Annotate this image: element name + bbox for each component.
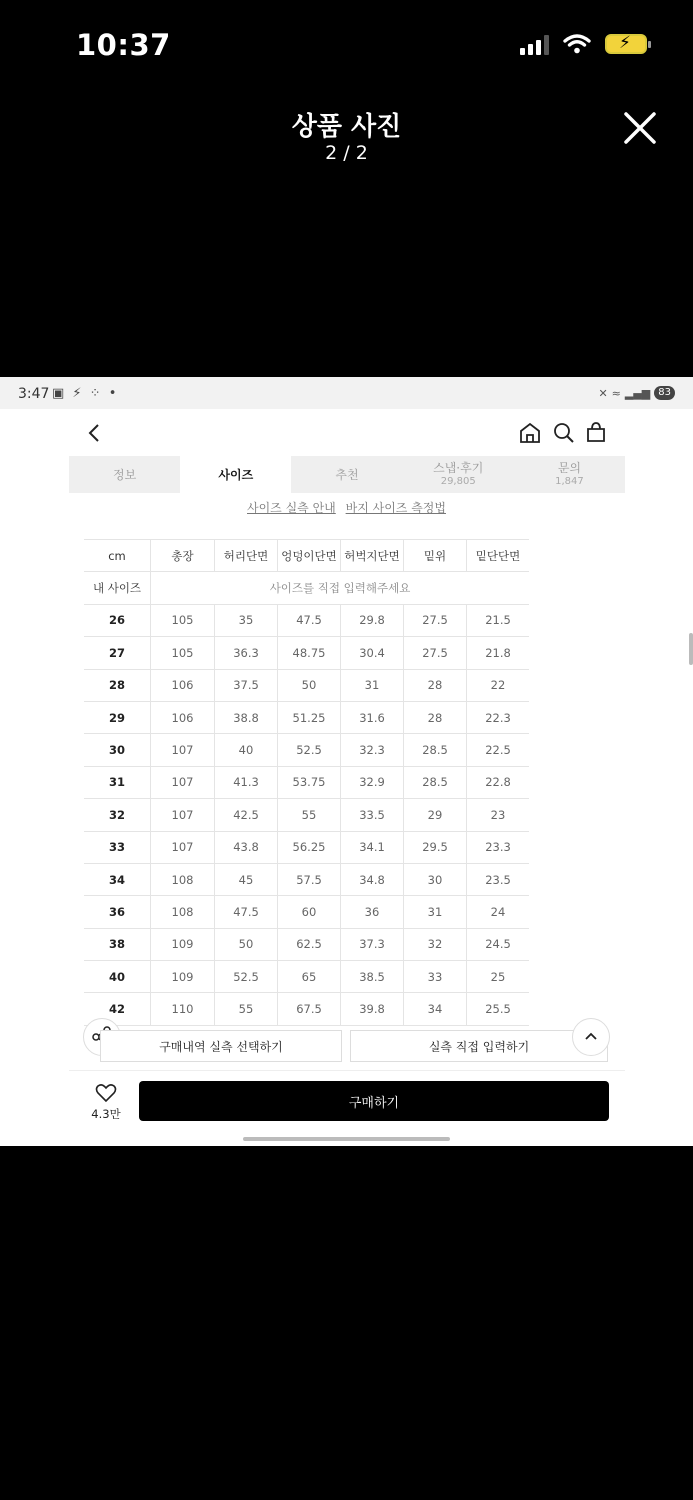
size-row: [84, 993, 529, 1025]
size-label-cell: 40: [84, 961, 151, 993]
size-value-cell: 107: [151, 734, 215, 766]
top-nav-bar: [69, 409, 625, 457]
size-value-cell: 22.5: [467, 734, 530, 766]
size-value-cell: 23: [467, 799, 530, 831]
outer-status-icons: [520, 33, 647, 55]
size-row: [84, 961, 529, 993]
shopping-bag-icon[interactable]: [586, 421, 606, 443]
tab-inquiry[interactable]: [514, 456, 625, 493]
size-value-cell: 34.1: [341, 831, 404, 863]
size-value-cell: 21.5: [467, 604, 530, 636]
size-value-cell: 43.8: [215, 831, 278, 863]
size-value-cell: 36.3: [215, 637, 278, 669]
size-value-cell: 29.5: [404, 831, 467, 863]
size-label-cell: 30: [84, 734, 151, 766]
header-cell: cm: [84, 540, 151, 572]
size-value-cell: 55: [215, 993, 278, 1025]
size-value-cell: 28.5: [404, 734, 467, 766]
size-value-cell: 38.8: [215, 701, 278, 733]
inner-status-icons: [598, 386, 675, 400]
size-value-cell: 31.6: [341, 701, 404, 733]
size-value-cell: 57.5: [278, 863, 341, 895]
size-value-cell: 37.5: [215, 669, 278, 701]
viewer-title: 상품 사진: [291, 112, 402, 142]
tab-label: 문의: [557, 460, 581, 475]
size-label-cell: 26: [84, 604, 151, 636]
size-table: [84, 539, 529, 1026]
size-value-cell: 32.3: [341, 734, 404, 766]
product-tabs: [69, 456, 625, 493]
size-value-cell: 53.75: [278, 766, 341, 798]
size-value-cell: 24: [467, 896, 530, 928]
size-value-cell: 25: [467, 961, 530, 993]
size-value-cell: 48.75: [278, 637, 341, 669]
like-button[interactable]: [88, 1083, 124, 1122]
size-value-cell: 50: [215, 928, 278, 960]
heart-icon: [95, 1083, 117, 1103]
tab-count: 29,805: [440, 475, 476, 487]
product-photo: [0, 377, 693, 1146]
buy-button[interactable]: 구매하기: [139, 1081, 609, 1121]
size-value-cell: 27.5: [404, 637, 467, 669]
home-icon[interactable]: [519, 422, 541, 444]
tab-info[interactable]: [69, 456, 180, 493]
header-cell: 허리단면: [215, 540, 278, 572]
size-row: [84, 604, 529, 636]
size-value-cell: 30: [404, 863, 467, 895]
size-row: [84, 831, 529, 863]
outer-status-time: 10:37: [76, 28, 171, 62]
size-label-cell: 36: [84, 896, 151, 928]
size-value-cell: 55: [278, 799, 341, 831]
size-value-cell: 62.5: [278, 928, 341, 960]
size-row: [84, 896, 529, 928]
size-value-cell: 67.5: [278, 993, 341, 1025]
header-cell: 엉덩이단면: [278, 540, 341, 572]
size-row: [84, 637, 529, 669]
outer-status-bar: [0, 0, 693, 92]
size-value-cell: 50: [278, 669, 341, 701]
size-value-cell: 60: [278, 896, 341, 928]
like-count: 4.3만: [91, 1107, 121, 1121]
tab-label: 사이즈: [218, 467, 254, 482]
back-arrow-icon[interactable]: [87, 423, 101, 443]
size-label-cell: 38: [84, 928, 151, 960]
viewer-page-counter: 2 / 2: [325, 142, 368, 164]
size-value-cell: 39.8: [341, 993, 404, 1025]
size-value-cell: 21.8: [467, 637, 530, 669]
size-value-cell: 45: [215, 863, 278, 895]
close-icon[interactable]: [620, 108, 660, 148]
search-icon[interactable]: [553, 422, 575, 444]
size-row: [84, 669, 529, 701]
size-value-cell: 42.5: [215, 799, 278, 831]
size-value-cell: 29.8: [341, 604, 404, 636]
size-label-cell: 42: [84, 993, 151, 1025]
size-guide-links: [0, 499, 693, 516]
size-value-cell: 41.3: [215, 766, 278, 798]
inner-wifi-icon: ≈: [611, 386, 621, 400]
size-value-cell: 33: [404, 961, 467, 993]
inner-status-time: 3:47: [18, 386, 50, 402]
size-row: [84, 734, 529, 766]
home-indicator: [243, 1137, 450, 1141]
size-row: [84, 799, 529, 831]
size-row: [84, 928, 529, 960]
size-value-cell: 28: [404, 701, 467, 733]
size-value-cell: 31: [404, 896, 467, 928]
size-value-cell: 23.3: [467, 831, 530, 863]
size-row: [84, 701, 529, 733]
size-label-cell: 29: [84, 701, 151, 733]
inner-battery: 83: [654, 386, 675, 400]
pants-measure-method-link[interactable]: 바지 사이즈 측정법: [345, 501, 446, 515]
size-label-cell: 31: [84, 766, 151, 798]
my-size-input-placeholder[interactable]: 사이즈를 직접 입력해주세요: [151, 572, 530, 604]
size-value-cell: 25.5: [467, 993, 530, 1025]
size-value-cell: 22: [467, 669, 530, 701]
size-value-cell: 110: [151, 993, 215, 1025]
size-value-cell: 52.5: [278, 734, 341, 766]
size-measure-guide-link[interactable]: 사이즈 실측 안내: [247, 501, 336, 515]
size-value-cell: 32.9: [341, 766, 404, 798]
size-value-cell: 35: [215, 604, 278, 636]
size-value-cell: 109: [151, 928, 215, 960]
tab-label: 정보: [113, 467, 137, 482]
size-value-cell: 105: [151, 637, 215, 669]
mute-icon: ✕: [598, 386, 608, 400]
size-value-cell: 56.25: [278, 831, 341, 863]
tab-label: 스냅·후기: [433, 460, 484, 475]
size-value-cell: 51.25: [278, 701, 341, 733]
wifi-icon: [563, 34, 591, 54]
battery-charging-icon: ⚡: [605, 34, 647, 54]
size-value-cell: 24.5: [467, 928, 530, 960]
chevron-up-icon: [573, 1019, 609, 1055]
size-value-cell: 107: [151, 766, 215, 798]
size-value-cell: 22.3: [467, 701, 530, 733]
size-value-cell: 34.8: [341, 863, 404, 895]
header-cell: 총장: [151, 540, 215, 572]
size-row: [84, 766, 529, 798]
size-value-cell: 29: [404, 799, 467, 831]
select-purchase-size-button[interactable]: 구매내역 실측 선택하기: [100, 1030, 342, 1062]
size-value-cell: 23.5: [467, 863, 530, 895]
size-value-cell: 47.5: [278, 604, 341, 636]
size-value-cell: 28: [404, 669, 467, 701]
size-label-cell: 27: [84, 637, 151, 669]
tab-label: 추천: [335, 467, 359, 482]
size-value-cell: 34: [404, 993, 467, 1025]
tab-reviews[interactable]: [403, 456, 514, 493]
tab-recommend[interactable]: [291, 456, 402, 493]
size-row: [84, 863, 529, 895]
size-label-cell: 28: [84, 669, 151, 701]
inner-signal-icon: ▂▄▆: [624, 386, 651, 400]
cellular-signal-icon: [520, 33, 549, 55]
inner-status-bar: [0, 377, 693, 409]
header-cell: 밑위: [404, 540, 467, 572]
size-table-header: [84, 540, 529, 572]
size-value-cell: 28.5: [404, 766, 467, 798]
size-value-cell: 47.5: [215, 896, 278, 928]
size-value-cell: 107: [151, 799, 215, 831]
tab-size[interactable]: [180, 456, 291, 493]
notification-icons: ▣ ⚡ ⁘ •: [52, 386, 119, 401]
size-value-cell: 107: [151, 831, 215, 863]
my-size-label: 내 사이즈: [84, 572, 151, 604]
header-cell: 밑단단면: [467, 540, 530, 572]
size-label-cell: 32: [84, 799, 151, 831]
size-label-cell: 33: [84, 831, 151, 863]
enter-size-direct-button[interactable]: 실측 직접 입력하기: [350, 1030, 608, 1062]
size-value-cell: 37.3: [341, 928, 404, 960]
size-value-cell: 52.5: [215, 961, 278, 993]
my-size-row[interactable]: [84, 572, 529, 604]
size-value-cell: 30.4: [341, 637, 404, 669]
scroll-indicator: [689, 633, 693, 665]
size-value-cell: 109: [151, 961, 215, 993]
divider: [69, 1070, 625, 1071]
size-value-cell: 38.5: [341, 961, 404, 993]
size-value-cell: 36: [341, 896, 404, 928]
size-value-cell: 65: [278, 961, 341, 993]
size-value-cell: 33.5: [341, 799, 404, 831]
size-value-cell: 106: [151, 669, 215, 701]
size-value-cell: 105: [151, 604, 215, 636]
scroll-top-button[interactable]: [572, 1018, 610, 1056]
size-value-cell: 31: [341, 669, 404, 701]
size-value-cell: 27.5: [404, 604, 467, 636]
header-cell: 허벅지단면: [341, 540, 404, 572]
size-value-cell: 32: [404, 928, 467, 960]
size-value-cell: 40: [215, 734, 278, 766]
size-value-cell: 108: [151, 896, 215, 928]
size-value-cell: 106: [151, 701, 215, 733]
size-value-cell: 108: [151, 863, 215, 895]
tab-count: 1,847: [555, 475, 584, 487]
size-value-cell: 22.8: [467, 766, 530, 798]
size-label-cell: 34: [84, 863, 151, 895]
